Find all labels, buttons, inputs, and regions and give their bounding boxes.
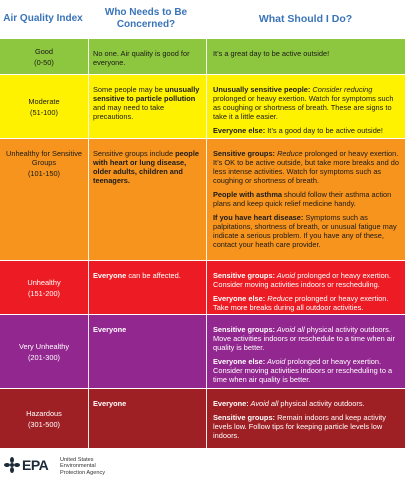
what-para [213,213,399,249]
aqi-level-range: (51-100) [30,107,58,117]
what-cell [206,261,405,314]
aqi-level-name: Very Unhealthy [18,341,70,351]
row-hazardous [0,388,405,448]
what-cell [206,75,405,138]
who-cell [88,261,206,314]
what-para [213,126,399,135]
who-text [93,271,202,280]
aqi-level [0,389,88,448]
aqi-level [0,75,88,138]
what-emphasis: Avoid [265,357,286,366]
what-cell [206,39,405,74]
aqi-level-name: Moderate [28,96,60,106]
aqi-level [0,39,88,74]
who-text-a: Sensitive groups include [93,149,176,158]
what-rest: Symptoms such as palpitations, shortness of breath, or unusual fatigue may indicate a serious problem. If you have any of these, contact your heath care provider. [213,213,397,249]
what-rest: should follow their asthma action plans and keep quick relief medicine handy. [213,190,392,208]
what-emphasis: Reduce [265,294,293,303]
what-lead: Everyone else: [213,357,266,366]
what-rest: prolonged or heavy exertion. Take more breaks during all outdoor activities. [213,294,389,312]
aqi-level-range: (201-300) [27,352,61,362]
aqi-level [0,261,88,314]
what-lead: Everyone: [213,399,249,408]
what-para [213,357,399,384]
what-para [213,294,399,312]
row-moderate [0,74,405,138]
who-text [93,325,202,334]
agency-name: United States Environmental Protection Agency [60,457,106,476]
what-lead: Unusually sensitive people: [213,85,311,94]
who-cell [88,389,206,448]
what-para [213,190,399,208]
what-rest: prolonged or heavy exertion. It’s OK to be active outside, but take more breaks and do less intense activities. Watch for symptoms such as coughing or shortness of breath. [213,149,399,185]
aqi-level-name: Unhealthy [27,277,61,287]
what-lead: Sensitive groups: [213,271,276,280]
what-lead: Everyone else: [213,126,266,135]
epa-logo [4,457,48,473]
who-cell [88,139,206,260]
what-emphasis: Avoid all [275,325,305,334]
what-para [213,325,399,352]
what-lead: Sensitive groups: [213,149,276,158]
who-cell [88,315,206,388]
what-lead: People with asthma [213,190,282,199]
who-text-c: and may need to take precautions. [93,103,165,121]
row-usg [0,138,405,260]
what-para [213,271,399,289]
who-text-c: can be affected. [126,271,181,280]
who-text-bold: Everyone [93,271,127,280]
row-very-unhealthy [0,314,405,388]
who-text: No one. Air quality is good for everyone. [93,49,190,67]
header-aqi: Air Quality Index [3,13,83,24]
row-good [0,38,405,74]
aqi-level-name: Unhealthy for Sensitive Groups [6,149,82,167]
who-text [93,149,202,185]
who-text-a: Some people may be [93,85,165,94]
what-lead: If you have heart disease: [213,213,304,222]
what-rest: prolonged or heavy exertion. Watch for symptoms such as coughing or shortness of breath. These are signs to take it a little easier. [213,94,394,121]
what-emphasis: Consider reducing [310,85,373,94]
what-para [213,85,399,121]
who-text-bold: people with heart or lung disease, older adults, children and teenagers. [93,149,199,185]
what-para [213,413,399,440]
what-rest: physical activity outdoors. Move activities indoors or reschedule to a time when air quality is better. [213,325,395,352]
what-cell [206,139,405,260]
aqi-level-range: (0-50) [34,57,54,67]
epa-logo-text: EPA [22,457,49,473]
who-cell [88,39,206,74]
what-para [213,399,399,408]
what-emphasis: Avoid all [248,399,279,408]
what-rest: Remain indoors and keep activity levels low. Follow tips for keeping particle levels low indoors. [213,413,386,440]
who-text [93,85,202,121]
who-text-bold: unusually sensitive to particle pollution [93,85,200,103]
aqi-level-range: (301-500) [27,419,61,429]
who-text-bold: Everyone [93,325,127,334]
table-header [0,0,405,38]
header-what: What Should I Do? [258,13,353,25]
who-text-bold: Everyone [93,399,127,408]
aqi-level-name: Hazardous [26,408,62,418]
what-rest: prolonged or heavy exertion. Consider moving activities indoors or rescheduling to a time when air quality is better. [213,357,393,384]
what-para [213,149,399,185]
what-emphasis: Avoid [275,271,296,280]
footer [0,452,405,480]
aqi-level-range: (151-200) [27,288,61,298]
who-cell [88,75,206,138]
aqi-level-range: (101-150) [27,169,61,178]
aqi-level [0,315,88,388]
who-text [93,399,202,408]
row-unhealthy [0,260,405,314]
what-emphasis: Reduce [275,149,303,158]
epa-flower-icon [4,457,20,473]
header-who: Who Needs to Be Concerned? [104,7,188,30]
what-text: It’s a great day to be active outside! [213,49,330,58]
aqi-level [0,139,88,260]
what-rest: prolonged or heavy exertion. Consider moving activities indoors or rescheduling. [213,271,391,289]
aqi-level-name: Good [34,46,54,56]
what-lead: Everyone else: [213,294,266,303]
what-rest: physical activity outdoors. [278,399,365,408]
what-lead: Sensitive groups: [213,325,276,334]
what-cell [206,315,405,388]
what-lead: Sensitive groups: [213,413,276,422]
what-cell [206,389,405,448]
what-rest: It’s a good day to be active outside! [265,126,383,135]
